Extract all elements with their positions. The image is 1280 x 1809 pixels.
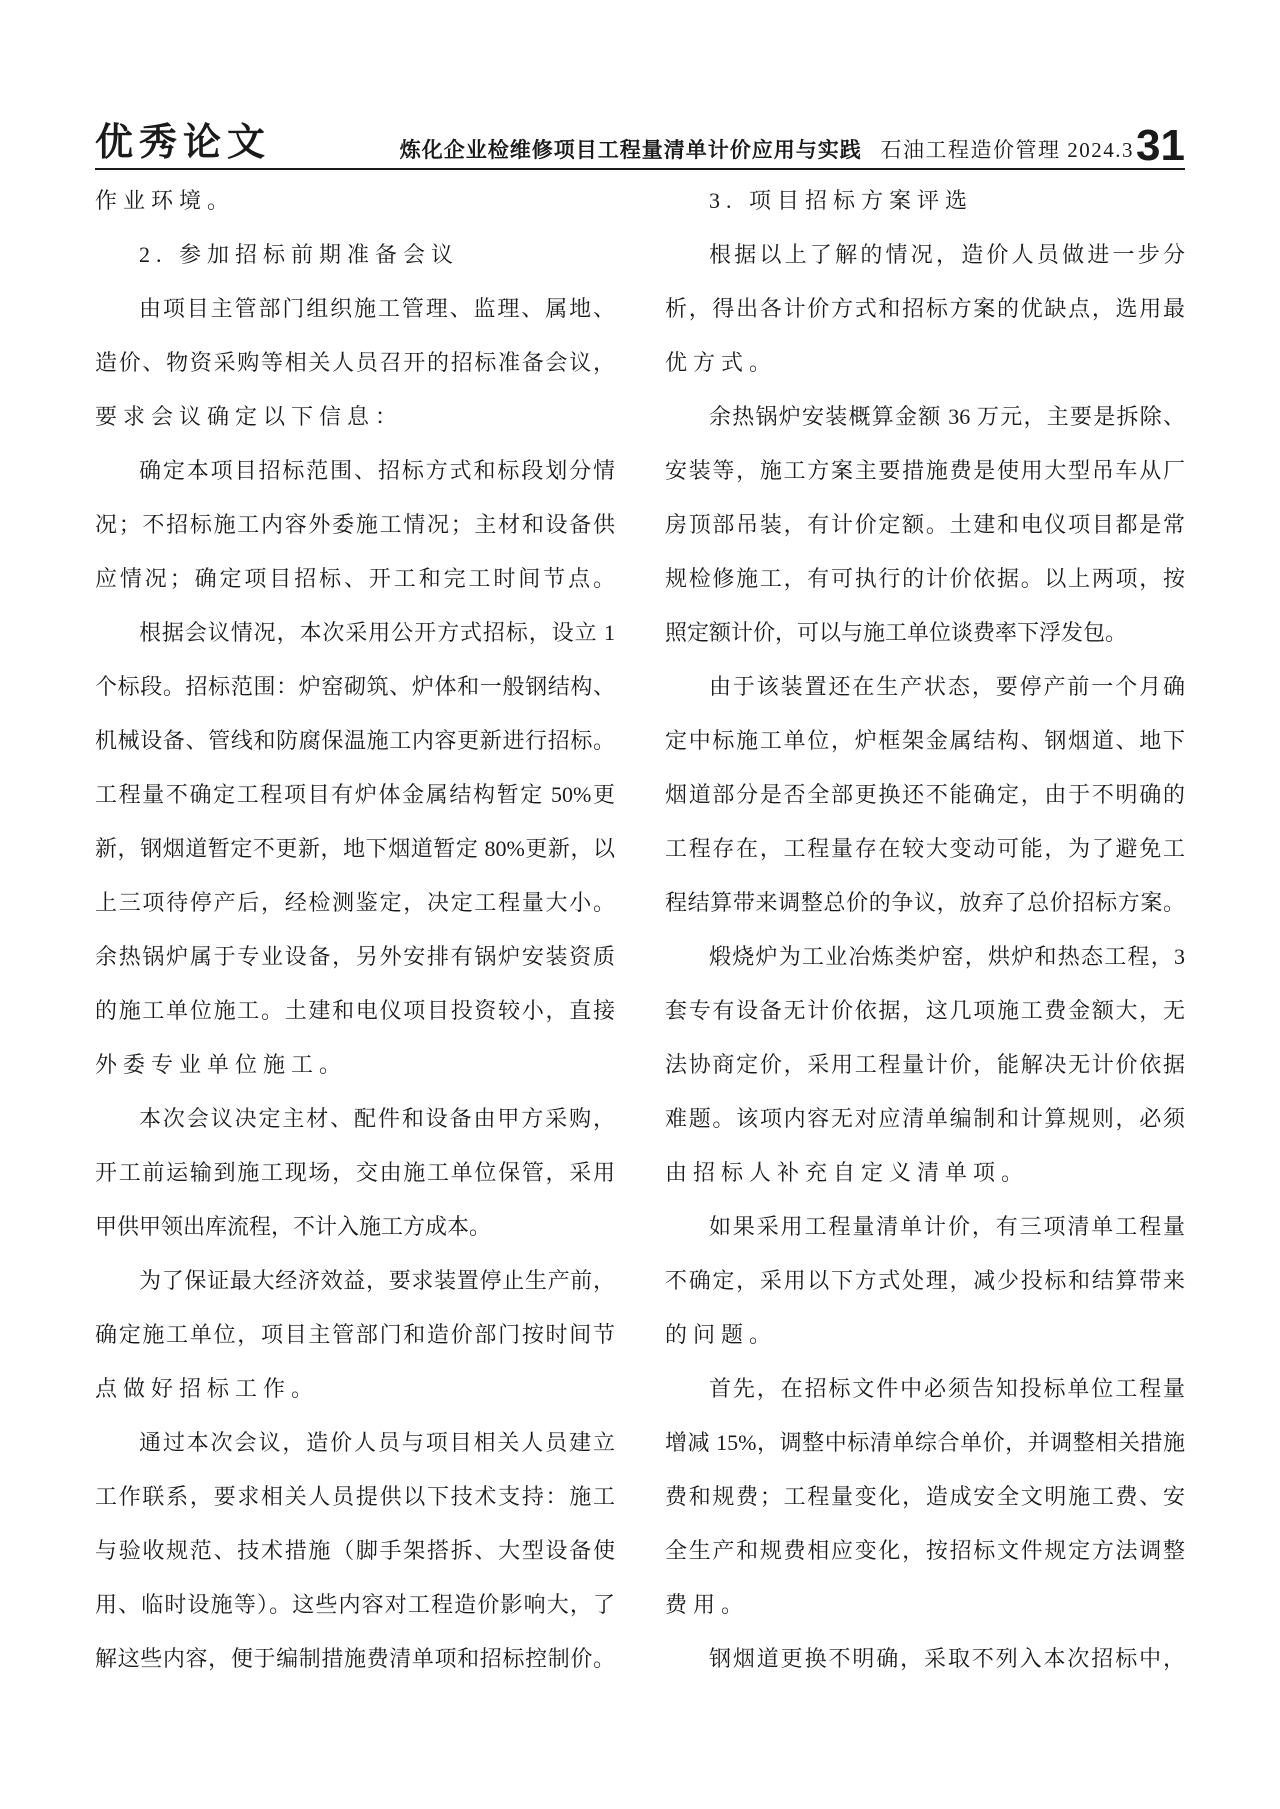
text-line: 解这些内容，便于编制措施费清单项和招标控制价。: [95, 1646, 615, 1671]
article-title: 炼化企业检维修项目工程量清单计价应用与实践: [399, 138, 862, 162]
page-header: [95, 96, 1185, 170]
text-line: 烟道部分是否全部更换还不能确定，由于不明确的: [665, 782, 1185, 807]
text-line: 为了保证最大经济效益，要求装置停止生产前，: [139, 1268, 615, 1293]
text-line: 费用。: [665, 1592, 750, 1617]
text-line: 的问题。: [665, 1322, 778, 1347]
text-line: 个标段。招标范围：炉窑砌筑、炉体和一般钢结构、: [95, 674, 615, 699]
left-column: [95, 174, 615, 1686]
text-line: 定中标施工单位，炉框架金属结构、钢烟道、地下: [665, 728, 1185, 753]
text-line: 全生产和规费相应变化，按招标文件规定方法调整: [665, 1538, 1185, 1563]
text-line: 外委专业单位施工。: [95, 1052, 348, 1077]
page-number: 31: [1136, 120, 1185, 170]
text-line: 工作联系，要求相关人员提供以下技术支持：施工: [95, 1484, 615, 1509]
journal-name-issue: 石油工程造价管理 2024.3: [880, 137, 1135, 162]
text-line: 余热锅炉安装概算金额 36 万元，主要是拆除、: [709, 404, 1185, 429]
text-line: 2. 参加招标前期准备会议: [139, 242, 460, 267]
text-line: 要求会议确定以下信息：: [95, 404, 404, 429]
text-line: 费和规费；工程量变化，造成安全文明施工费、安: [665, 1484, 1185, 1509]
text-line: 与验收规范、技术措施（脚手架搭拆、大型设备使: [95, 1538, 615, 1563]
text-line: 由项目主管部门组织施工管理、监理、属地、: [139, 296, 615, 321]
text-line: 确定本项目招标范围、招标方式和标段划分情: [139, 458, 615, 483]
text-line: 开工前运输到施工现场，交由施工单位保管，采用: [95, 1160, 615, 1185]
text-line: 增减 15%，调整中标清单综合单价，并调整相关措施: [665, 1430, 1185, 1455]
text-line: 首先，在招标文件中必须告知投标单位工程量: [709, 1376, 1185, 1401]
text-line: 套专有设备无计价依据，这几项施工费金额大，无: [665, 998, 1185, 1023]
text-line: 析，得出各计价方式和招标方案的优缺点，选用最: [665, 296, 1185, 321]
text-line: 作业环境。: [95, 188, 236, 213]
text-line: 工程量不确定工程项目有炉体金属结构暂定 50%更: [95, 782, 615, 807]
text-line: 本次会议决定主材、配件和设备由甲方采购，: [139, 1106, 615, 1131]
text-line: 机械设备、管线和防腐保温施工内容更新进行招标。: [95, 728, 615, 753]
journal-info: [880, 120, 1185, 170]
article-body: [95, 174, 1185, 1686]
text-line: 程结算带来调整总价的争议，放弃了总价招标方案。: [665, 890, 1185, 915]
text-line: 3. 项目招标方案评选: [709, 188, 974, 213]
text-line: 难题。该项内容无对应清单编制和计算规则，必须: [665, 1106, 1185, 1131]
text-line: 不确定，采用以下方式处理，减少投标和结算带来: [665, 1268, 1185, 1293]
text-line: 钢烟道更换不明确，采取不列入本次招标中，: [709, 1646, 1185, 1671]
text-line: 工程存在，工程量存在较大变动可能，为了避免工: [665, 836, 1185, 861]
text-line: 房顶部吊装，有计价定额。土建和电仪项目都是常: [665, 512, 1185, 537]
text-line: 余热锅炉属于专业设备，另外安排有锅炉安装资质: [95, 944, 615, 969]
text-line: 根据以上了解的情况，造价人员做进一步分: [709, 242, 1185, 267]
text-line: 如果采用工程量清单计价，有三项清单工程量: [709, 1214, 1185, 1239]
text-line: 煅烧炉为工业冶炼类炉窑，烘炉和热态工程，3: [709, 944, 1185, 969]
text-line: 通过本次会议，造价人员与项目相关人员建立: [139, 1430, 615, 1455]
text-line: 点做好招标工作。: [95, 1376, 320, 1401]
right-column: [665, 174, 1185, 1686]
text-line: 规检修施工，有可执行的计价依据。以上两项，按: [665, 566, 1185, 591]
text-line: 由招标人补充自定义清单项。: [665, 1160, 1030, 1185]
text-line: 上三项待停产后，经检测鉴定，决定工程量大小。: [95, 890, 615, 915]
text-line: 法协商定价，采用工程量计价，能解决无计价依据: [665, 1052, 1185, 1077]
text-line: 造价、物资采购等相关人员召开的招标准备会议，: [95, 350, 615, 375]
text-line: 甲供甲领出库流程，不计入施工方成本。: [95, 1214, 492, 1239]
text-line: 根据会议情况，本次采用公开方式招标，设立 1: [139, 620, 615, 645]
text-line: 安装等，施工方案主要措施费是使用大型吊车从厂: [665, 458, 1185, 483]
text-line: 新，钢烟道暂定不更新，地下烟道暂定 80%更新，以: [95, 836, 615, 861]
text-line: 应情况；确定项目招标、开工和完工时间节点。: [95, 566, 615, 591]
text-line: 确定施工单位，项目主管部门和造价部门按时间节: [95, 1322, 615, 1347]
text-line: 用、临时设施等）。这些内容对工程造价影响大，了: [95, 1592, 615, 1617]
text-line: 优方式。: [665, 350, 778, 375]
text-line: 的施工单位施工。土建和电仪项目投资较小，直接: [95, 998, 615, 1023]
text-line: 况；不招标施工内容外委施工情况；主材和设备供: [95, 512, 615, 537]
text-line: 由于该装置还在生产状态，要停产前一个月确: [709, 674, 1185, 699]
text-line: 照定额计价，可以与施工单位谈费率下浮发包。: [665, 620, 1128, 645]
column-section-label: 优秀论文: [95, 122, 272, 164]
